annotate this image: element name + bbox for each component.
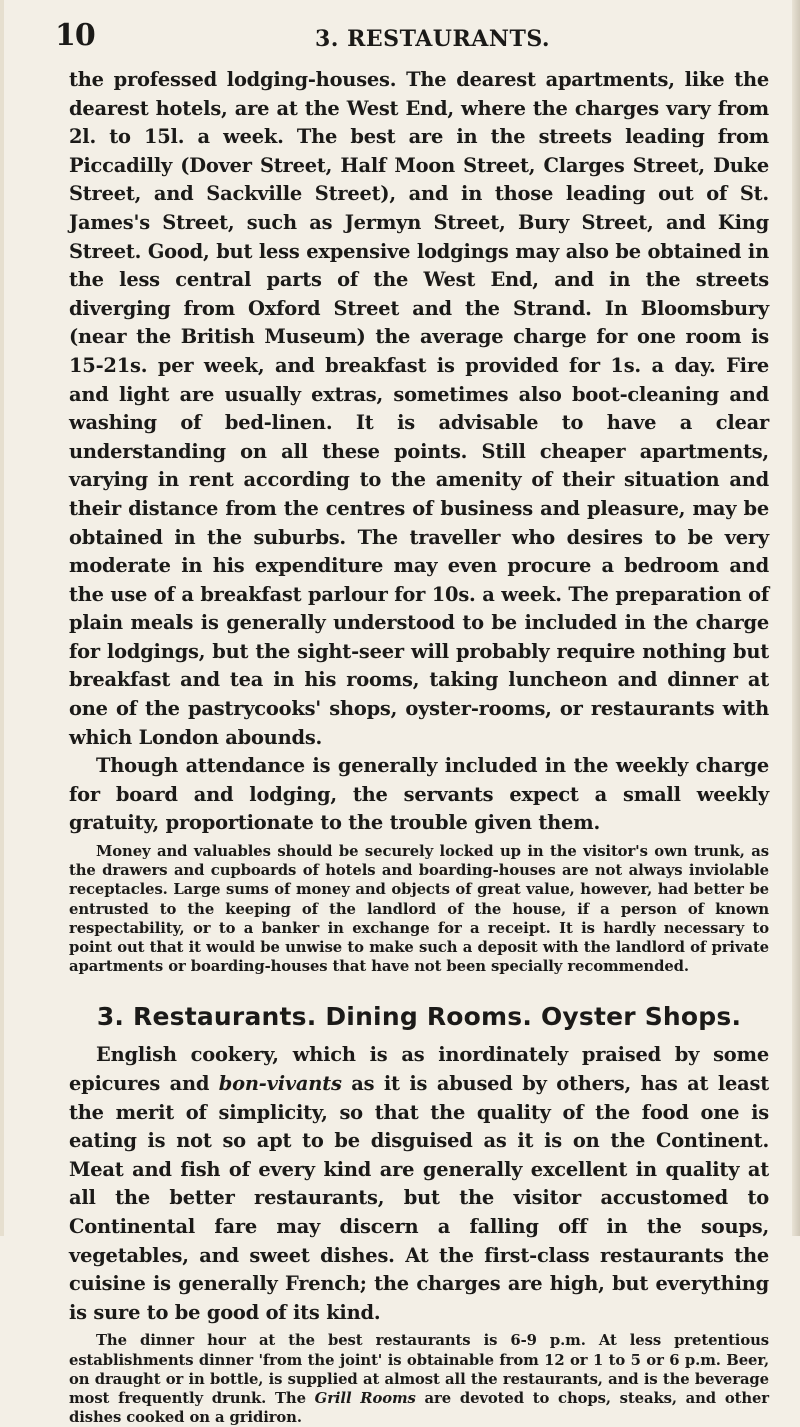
paragraph-attendance: Though attendance is generally included in the weekly charge for board and lodging, the servants expect a small weekly gratuity, proportionate to the trouble given them. — [69, 754, 769, 835]
page-body — [69, 66, 769, 1427]
paragraph-english-cookery — [69, 1041, 769, 1327]
cookery-italic-term: bon-vivants — [218, 1072, 342, 1096]
dinner-text-b: are devoted to chops, steaks, and other dishes cooked on a gridiron. — [69, 1390, 770, 1427]
dinner-text-a: The dinner hour at the best restaurants is 6-9 p.m. At less pretentious establishments dinner 'from the joint' is obtainable from 12 or 1 to 5 or 6 p.m. Beer, on draught or in bottle, is supplied at almost all the restaurants, and is the beverage most frequently drunk. The — [69, 1332, 769, 1407]
dinner-italic-term: Grill Rooms — [314, 1390, 416, 1407]
note-valuables: Money and valuables should be securely locked up in the visitor's own trunk, as the drawers and cupboards of hotels and boarding-houses are not always inviolable receptacles. Large sums of money and objects of great value, however, had better be entrusted to the keeping of the landlord of the house, if a person of known respectability, or to a banker in exchange for a receipt. It is hardly necessary to point out that it would be unwise to make such a deposit with the landlord of private apartments or boarding-houses that have not been specially recommended. — [69, 843, 769, 976]
note-dinner-hours — [69, 1331, 769, 1427]
page-header — [55, 18, 760, 54]
cookery-text-a: English cookery, which is as inordinately praised by some epicures and — [69, 1043, 769, 1096]
running-head: 3. RESTAURANTS. — [315, 26, 551, 52]
section-heading: 3. Restaurants. Dining Rooms. Oyster Shops. — [96, 1002, 742, 1032]
page-number: 10 — [55, 18, 95, 53]
page-right-edge — [792, 0, 800, 1236]
page-left-edge — [0, 0, 4, 1236]
paragraph-lodgings: the professed lodging-houses. The dearest apartments, like the dearest hotels, are at the West End, where the charges vary from 2l. to 15l. a week. The best are in the streets leading from Piccadilly (Dover Street, Half Moon Street, Clarges Street, Duke Street, and Sackville Street), and in those leading out of St. James's Street, such as Jermyn Street, Bury Street, and King Street. Good, but less expensive lodgings may also be obtained in the less central parts of the West End, and in the streets diverging from Oxford Street and the Strand. In Bloomsbury (near the British Museum) the average charge for one room is 15-21s. per week, and breakfast is provided for 1s. a day. Fire and light are usually extras, sometimes also boot-cleaning and washing of bed-linen. It is advisable to have a clear understanding on all these points. Still cheaper apartments, varying in rent according to the amenity of their situation and their distance from the centres of business and pleasure, may be obtained in the suburbs. The traveller who desires to be very moderate in his expenditure may even procure a bedroom and the use of a breakfast parlour for 10s. a week. The preparation of plain meals is generally understood to be included in the charge for lodgings, but the sight-seer will probably require nothing but breakfast and tea in his rooms, taking luncheon and dinner at one of the pastrycooks' shops, oyster-rooms, or restaurants with which London abounds. — [69, 68, 769, 749]
cookery-text-b: as it is abused by others, has at least the merit of simplicity, so that the quality of the food one is eating is not so apt to be disguised as it is on the Continent. Meat and fish of every kind are generally excellent in quality at all the better restaurants, but the visitor accustomed to Continental fare may discern a falling off in the soups, vegetables, and sweet dishes. At the first-class restaurants the cuisine is generally French; the charges are high, but everything is sure to be good of its kind. — [69, 1072, 769, 1324]
